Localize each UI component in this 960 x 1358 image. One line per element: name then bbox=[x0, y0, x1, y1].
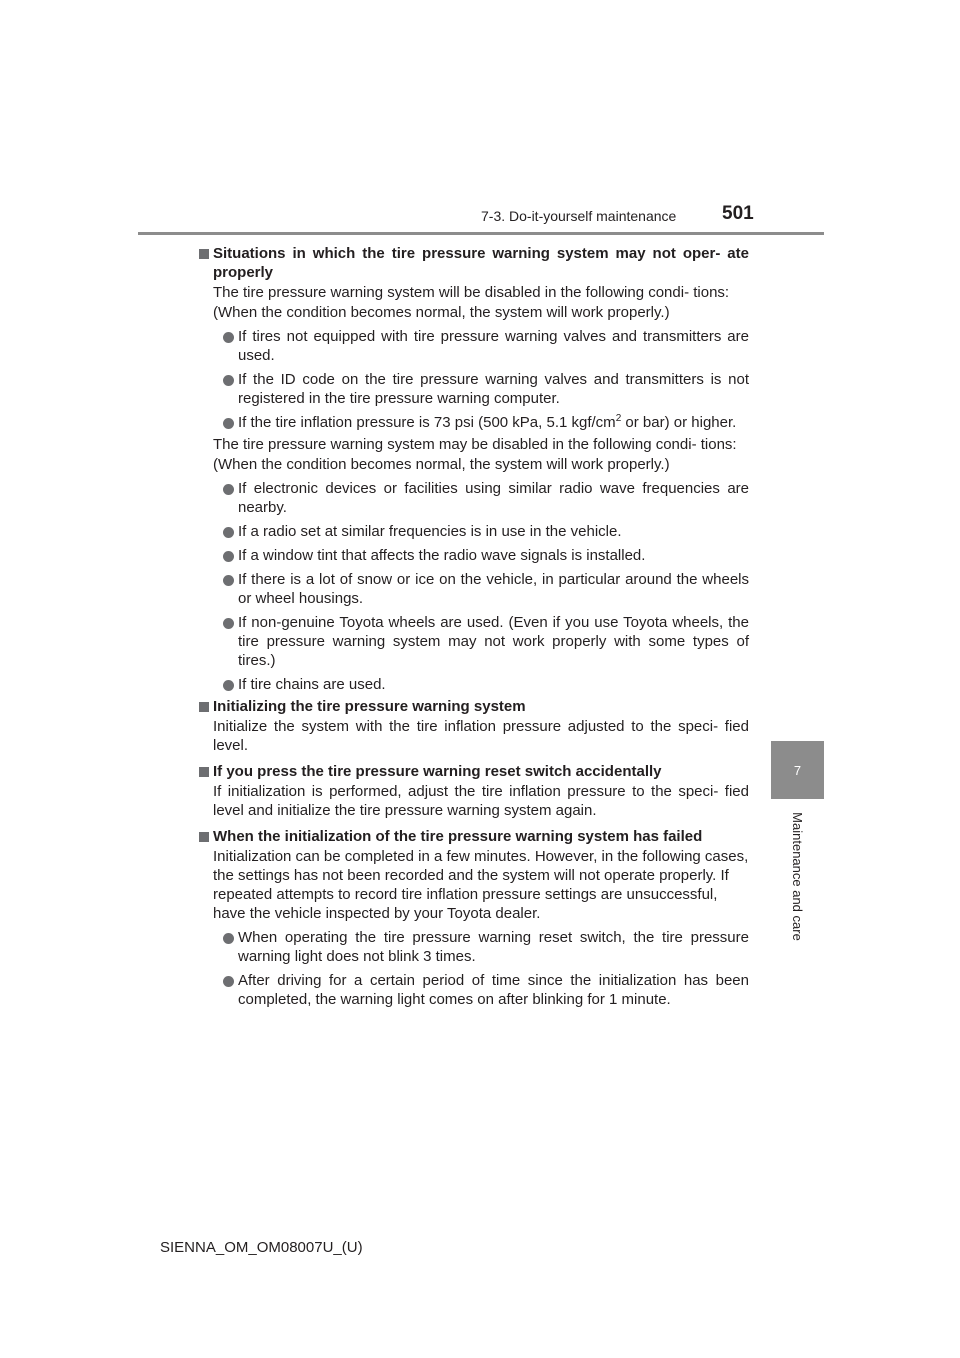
header-rule bbox=[138, 232, 824, 235]
round-bullet-icon bbox=[223, 976, 234, 987]
list-item bbox=[213, 370, 749, 408]
list-item-text: After driving for a certain period of time since the initialization has been completed, the warning light comes on after blinking for 1 minute. bbox=[238, 972, 749, 1008]
section-heading bbox=[199, 244, 749, 282]
list-item-text: If tires not equipped with tire pressure warning valves and transmitters are used. bbox=[238, 328, 749, 364]
list-item bbox=[213, 971, 749, 1009]
round-bullet-icon bbox=[223, 680, 234, 691]
square-bullet-icon bbox=[199, 249, 209, 259]
list-item bbox=[213, 413, 749, 432]
paragraph: (When the condition becomes normal, the system will work properly.) bbox=[213, 456, 670, 473]
list-item-text: If the ID code on the tire pressure warning valves and transmitters is not registered in the tire pressure warning computer. bbox=[238, 371, 749, 407]
page-number: 501 bbox=[722, 203, 754, 224]
list-item-text: If a window tint that affects the radio wave signals is installed. bbox=[238, 547, 646, 564]
chapter-tab-number: 7 bbox=[793, 762, 802, 778]
paragraph: The tire pressure warning system may be disabled in the following condi- tions: bbox=[213, 436, 737, 453]
paragraph: Initialization can be completed in a few minutes. However, in the following cases, the settings has not been recorded and the system will not operate properly. If repeated attempts to record tire inflation pressure settings are unsuccessful, have the vehicle inspected by your Toyota dealer. bbox=[213, 848, 749, 922]
paragraph: The tire pressure warning system will be disabled in the following condi- tions: bbox=[213, 284, 730, 301]
round-bullet-icon bbox=[223, 551, 234, 562]
page-content bbox=[213, 244, 749, 1012]
chapter-tab-label bbox=[771, 800, 824, 952]
section-heading bbox=[199, 697, 749, 716]
list-item bbox=[213, 546, 749, 565]
paragraph: Initialize the system with the tire inflation pressure adjusted to the speci- fied level. bbox=[213, 718, 749, 754]
square-bullet-icon bbox=[199, 767, 209, 777]
round-bullet-icon bbox=[223, 418, 234, 429]
list-item-text: If there is a lot of snow or ice on the vehicle, in particular around the wheels or wheel housings. bbox=[238, 571, 749, 607]
document-code: SIENNA_OM_OM08007U_(U) bbox=[160, 1239, 363, 1256]
list-item-text: If the tire inflation pressure is 73 psi (500 kPa, 5.1 kgf/cm bbox=[238, 414, 616, 431]
round-bullet-icon bbox=[223, 575, 234, 586]
list-item-text: When operating the tire pressure warning reset switch, the tire pressure warning light does not blink 3 times. bbox=[238, 929, 749, 965]
round-bullet-icon bbox=[223, 618, 234, 629]
round-bullet-icon bbox=[223, 933, 234, 944]
section-heading bbox=[199, 827, 749, 846]
paragraph: (When the condition becomes normal, the system will work properly.) bbox=[213, 304, 670, 321]
list-item-text: If non-genuine Toyota wheels are used. (Even if you use Toyota wheels, the tire pressure warning system may not work properly with some types of tires.) bbox=[238, 614, 749, 669]
round-bullet-icon bbox=[223, 332, 234, 343]
list-item-text: If electronic devices or facilities using similar radio wave frequencies are nearby. bbox=[238, 480, 749, 516]
round-bullet-icon bbox=[223, 484, 234, 495]
chapter-tab[interactable] bbox=[771, 741, 824, 799]
list-item bbox=[213, 522, 749, 541]
list-item-text: If a radio set at similar frequencies is in use in the vehicle. bbox=[238, 523, 622, 540]
square-bullet-icon bbox=[199, 832, 209, 842]
paragraph: If initialization is performed, adjust the tire inflation pressure to the speci- fied level and initialize the tire pressure warning system again. bbox=[213, 783, 749, 819]
list-item-text: If tire chains are used. bbox=[238, 676, 386, 693]
section-heading-text: If you press the tire pressure warning reset switch accidentally bbox=[213, 763, 662, 780]
list-item bbox=[213, 613, 749, 670]
round-bullet-icon bbox=[223, 375, 234, 386]
section-heading-text: Situations in which the tire pressure warning system may not oper- ate properly bbox=[213, 245, 749, 281]
superscript: 2 bbox=[615, 413, 622, 424]
list-item bbox=[213, 570, 749, 608]
chapter-tab-label-text: Maintenance and care bbox=[790, 811, 805, 941]
list-item bbox=[213, 675, 749, 694]
section-heading-text: When the initialization of the tire pressure warning system has failed bbox=[213, 828, 703, 845]
section-heading-text: Initializing the tire pressure warning system bbox=[213, 698, 526, 715]
square-bullet-icon bbox=[199, 702, 209, 712]
header-section-title: 7-3. Do-it-yourself maintenance bbox=[481, 208, 677, 224]
section-heading bbox=[199, 762, 749, 781]
list-item bbox=[213, 479, 749, 517]
list-item bbox=[213, 327, 749, 365]
round-bullet-icon bbox=[223, 527, 234, 538]
list-item bbox=[213, 928, 749, 966]
list-item-text: or bar) or higher. bbox=[621, 414, 737, 431]
